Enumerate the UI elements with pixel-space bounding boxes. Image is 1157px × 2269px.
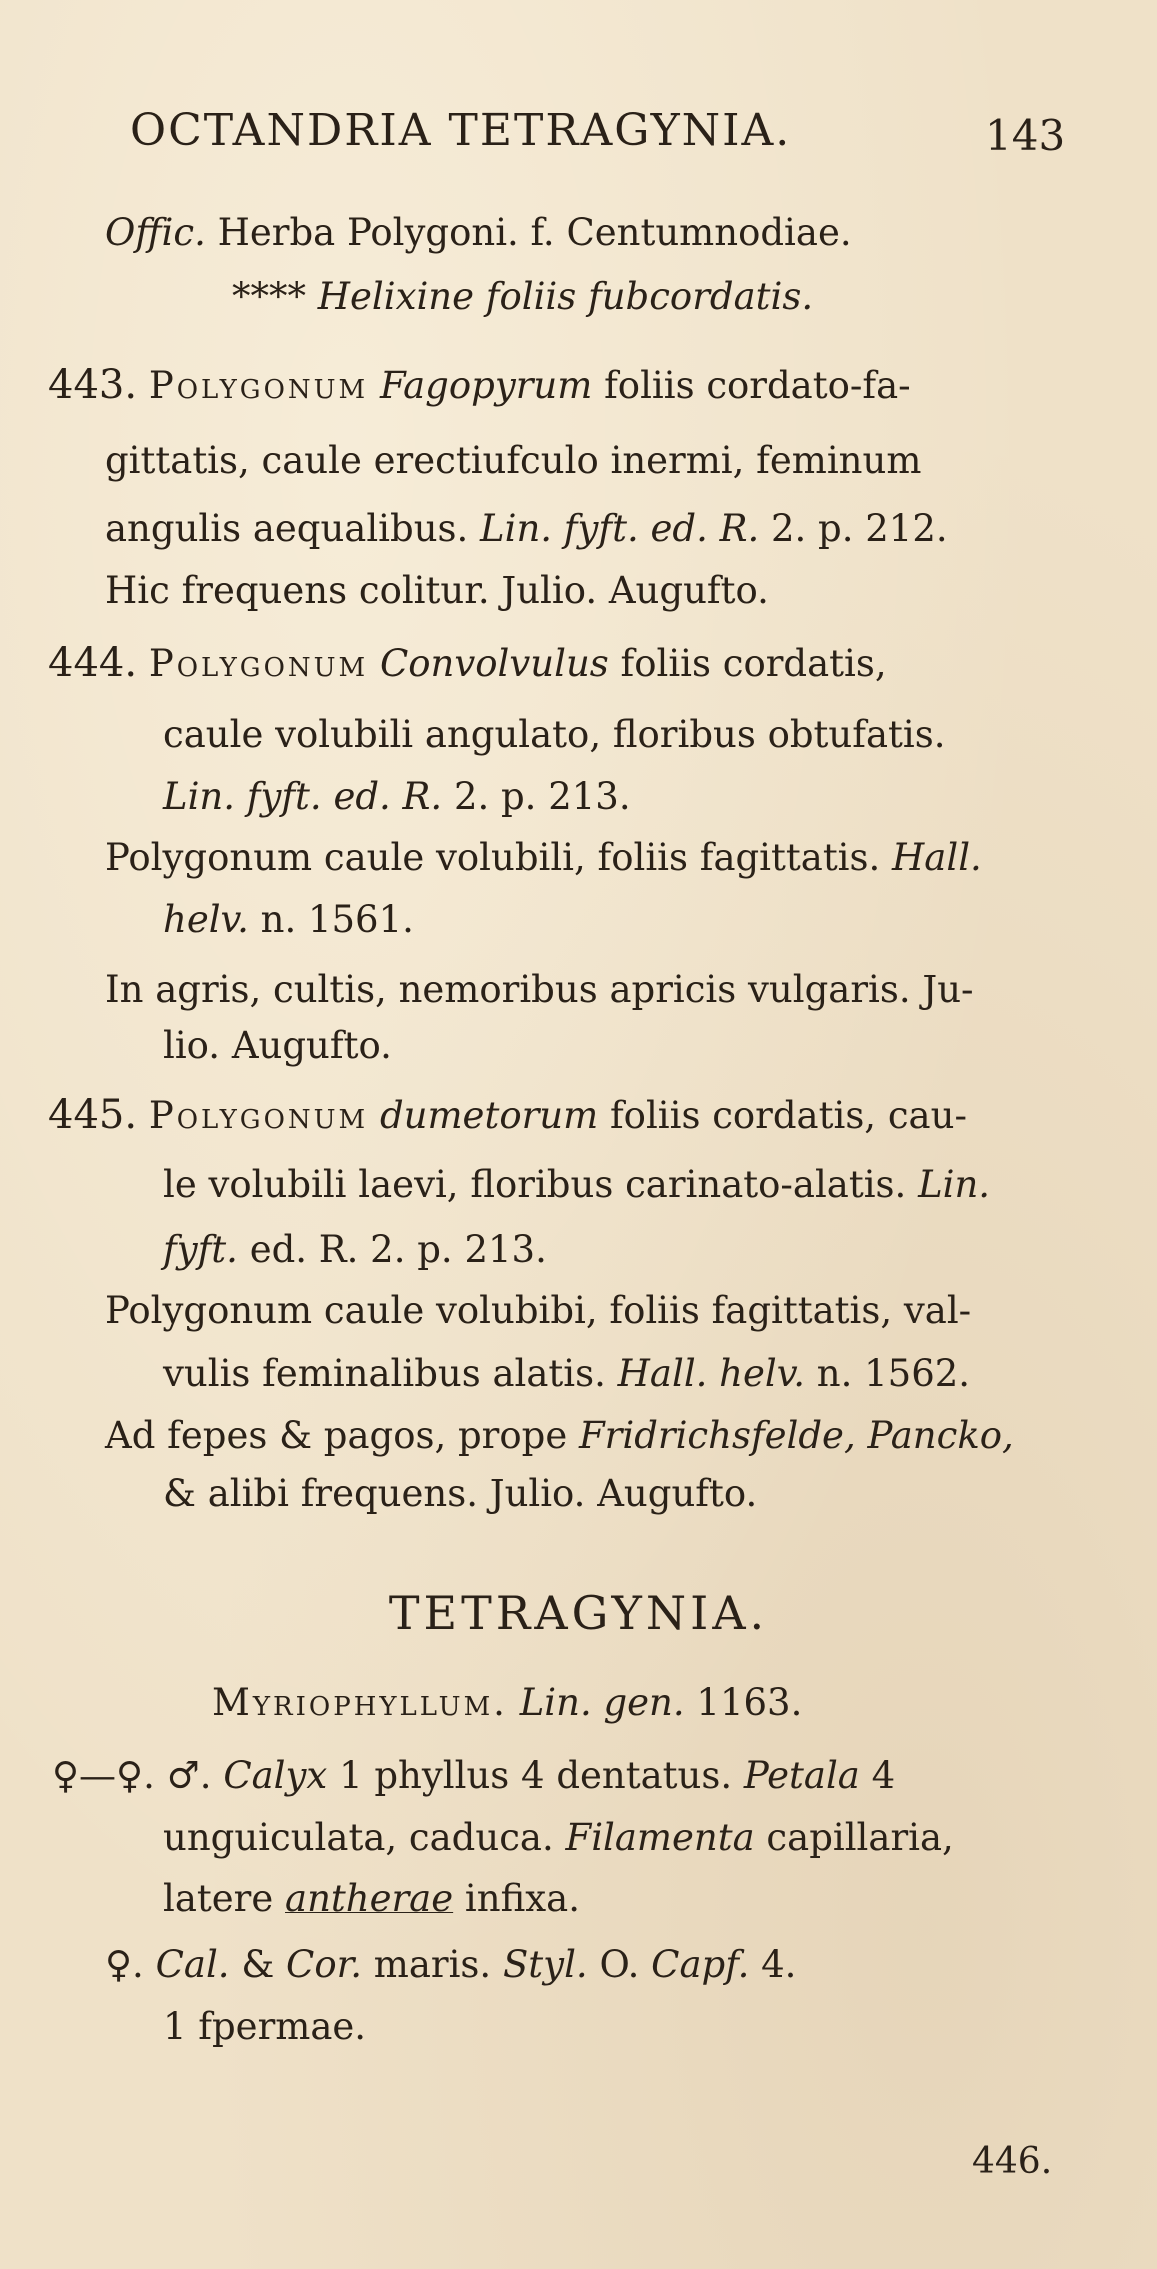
entry-number: 443.	[48, 362, 138, 408]
entry-444-line-5	[163, 897, 414, 943]
entry-443-line-4: Hic frequens colitur. Julio. Augufto.	[105, 569, 769, 612]
description-text: 4	[871, 1754, 896, 1797]
description-line-2	[163, 1815, 954, 1861]
term-antherae: antherae	[285, 1877, 454, 1920]
term-styl: Styl.	[502, 1943, 588, 1986]
offic-text: Herba Polygoni. f. Centumnodiae.	[217, 211, 852, 254]
reference: Hall. helv.	[617, 1352, 806, 1395]
description-text: maris.	[373, 1943, 492, 1986]
entry-445-line-2	[163, 1162, 990, 1208]
description-text: &	[241, 1943, 275, 1986]
reference: Lin. gen.	[519, 1681, 685, 1724]
reference: Lin. fyft. ed. R.	[163, 775, 443, 818]
section-heading: TETRAGYNIA.	[388, 1586, 769, 1640]
entry-444-line-3	[163, 774, 631, 820]
description-line-3	[163, 1876, 580, 1922]
reference: Lin.	[918, 1163, 991, 1206]
entry-text: vulis feminalibus alatis.	[163, 1352, 606, 1395]
entry-number: 444.	[48, 640, 138, 686]
species-name: dumetorum	[379, 1094, 599, 1137]
genus-name: Polygonum	[148, 1094, 369, 1137]
sex-symbols: ♀—♀. ♂.	[52, 1754, 212, 1797]
catchword: 446.	[972, 2141, 1053, 2182]
term-cor: Cor.	[286, 1943, 362, 1986]
term-petala: Petala	[743, 1754, 860, 1797]
genus-entry	[212, 1680, 802, 1726]
reference: Lin. fyft. ed. R.	[480, 507, 760, 550]
description-line-1	[52, 1753, 895, 1799]
entry-text: foliis cordatis,	[620, 642, 887, 685]
genus-name: Polygonum	[148, 364, 369, 407]
entry-445-line-4: Polygonum caule volubibi, foliis fagittatis, val-	[105, 1289, 972, 1332]
reference-number: 1163.	[696, 1681, 803, 1724]
reference-page: n. 1561.	[260, 898, 414, 941]
genus-name: Myriophyllum.	[212, 1681, 508, 1724]
term-filamenta: Filamenta	[565, 1816, 755, 1859]
description-text: 4.	[761, 1943, 797, 1986]
entry-445-line-7: & alibi frequens. Julio. Augufto.	[163, 1472, 758, 1515]
description-text: capillaria,	[766, 1816, 954, 1859]
description-text: infixa.	[464, 1877, 580, 1920]
entry-444-line-7: lio. Augufto.	[163, 1024, 392, 1067]
entry-444-line-1	[48, 640, 887, 687]
entry-445-line-1	[48, 1092, 967, 1139]
place-name: Pancko,	[867, 1414, 1014, 1457]
entry-text: le volubili laevi, floribus carinato-alatis.	[163, 1163, 907, 1206]
reference: helv.	[163, 898, 249, 941]
description-text: 1 phyllus 4 dentatus.	[339, 1754, 733, 1797]
entry-443-line-3	[105, 506, 948, 552]
entry-444-line-6: In agris, cultis, nemoribus apricis vulgaris. Ju-	[105, 968, 974, 1011]
group-stars: ****	[232, 275, 306, 318]
entry-text: foliis cordato-fa-	[604, 364, 911, 407]
entry-445-line-3	[163, 1227, 547, 1273]
species-name: Fagopyrum	[379, 364, 593, 407]
genus-name: Polygonum	[148, 642, 369, 685]
female-symbol: ♀.	[105, 1943, 144, 1986]
entry-text: Polygonum caule volubili, foliis fagittatis.	[105, 836, 881, 879]
offic-line	[105, 210, 852, 256]
entry-445-line-5	[163, 1351, 970, 1397]
group-heading	[232, 274, 813, 320]
entry-444-line-2: caule volubili angulato, floribus obtufatis.	[163, 713, 946, 756]
description-text: unguiculata, caduca.	[163, 1816, 554, 1859]
description-line-4	[105, 1942, 796, 1988]
term-capf: Capf.	[651, 1943, 750, 1986]
group-heading-text: Helixine foliis fubcordatis.	[317, 275, 814, 318]
reference-page: n. 1562.	[816, 1352, 971, 1395]
reference: Hall.	[892, 836, 982, 879]
entry-445-line-6	[105, 1413, 1014, 1459]
reference: fyft.	[163, 1228, 238, 1271]
page-number: 143	[985, 111, 1066, 160]
reference-page: 2. p. 213.	[453, 775, 631, 818]
term-calyx: Calyx	[223, 1754, 328, 1797]
entry-number: 445.	[48, 1092, 138, 1138]
entry-text: angulis aequalibus.	[105, 507, 469, 550]
species-name: Convolvulus	[379, 642, 609, 685]
term-cal: Cal.	[155, 1943, 230, 1986]
entry-443-line-2: gittatis, caule erectiufculo inermi, feminum	[105, 439, 922, 482]
entry-444-line-4	[105, 835, 982, 881]
description-text: latere	[163, 1877, 274, 1920]
description-line-5: 1 fpermae.	[163, 2005, 367, 2048]
description-text: O.	[599, 1943, 640, 1986]
place-name: Fridrichsfelde,	[579, 1414, 856, 1457]
running-head: OCTANDRIA TETRAGYNIA.	[130, 105, 792, 156]
offic-abbr: Offic.	[105, 211, 206, 254]
reference-page: 2. p. 212.	[770, 507, 948, 550]
entry-text: Ad fepes & pagos, prope	[105, 1414, 568, 1457]
entry-443-line-1	[48, 362, 911, 409]
entry-text: foliis cordatis, cau-	[609, 1094, 967, 1137]
reference-page: ed. R. 2. p. 213.	[249, 1228, 547, 1271]
